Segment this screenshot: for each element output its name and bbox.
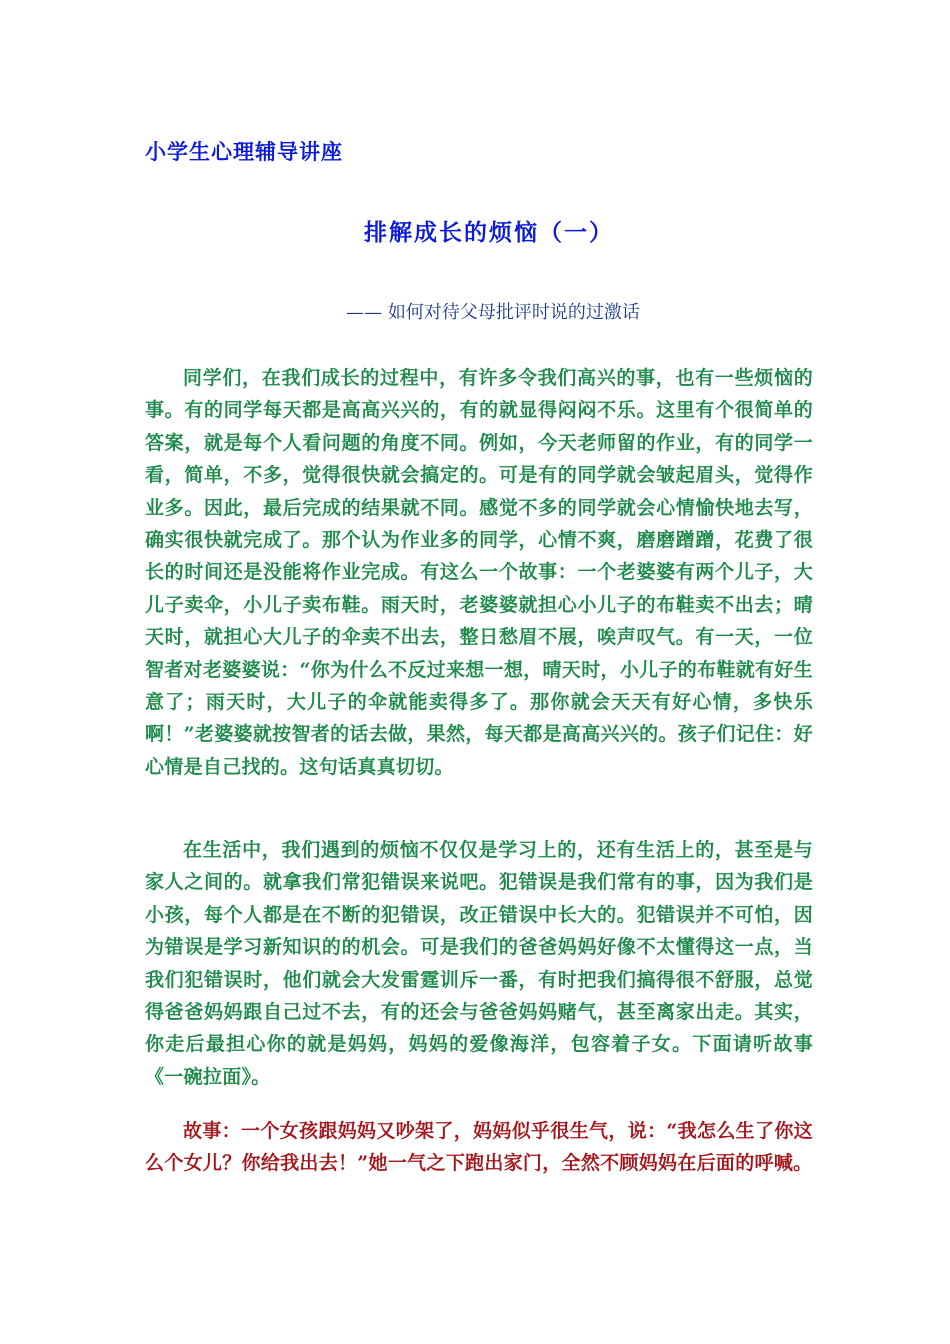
subtitle-text: —— 如何对待父母批评时说的过激话	[346, 302, 640, 323]
body-paragraph-1: 同学们，在我们成长的过程中，有许多令我们高兴的事，也有一些烦恼的事。有的同学每天都是高高兴兴的，有的就显得闷闷不乐。这里有个很简单的答案，就是每个人看问题的角度不同。例如，今天老师留的作业，有的同学一看，简单，不多，觉得很快就会搞定的。可是有的同学就会皱起眉头，觉得作业多。因此，最后完成的结果就不同。感觉不多的同学就会心情愉快地去写，确实很快就完成了。那个认为作业多的同学，心情不爽，磨磨蹭蹭，花费了很长的时间还是没能将作业完成。有这么一个故事：一个老婆婆有两个儿子，大儿子卖伞，小儿子卖布鞋。雨天时，老婆婆就担心小儿子的布鞋卖不出去；晴天时，就担心大儿子的伞卖不出去，整日愁眉不展，唉声叹气。有一天，一位智者对老婆婆说：“你为什么不反过来想一想，晴天时，小儿子的布鞋就有好生意了；雨天时，大儿子的伞就能卖得多了。那你就会天天有好心情，多快乐啊！”老婆婆就按智者的话去做，果然，每天都是高高兴兴的。孩子们记住：好心情是自己找的。这句话真真切切。	[145, 367, 813, 778]
main-title	[0, 214, 950, 247]
body-paragraph-2: 在生活中，我们遇到的烦恼不仅仅是学习上的，还有生活上的，甚至是与家人之间的。就拿我们常犯错误来说吧。犯错误是我们常有的事，因为我们是小孩，每个人都是在不断的犯错误，改正错误中长大的。犯错误并不可怕，因为错误是学习新知识的的机会。可是我们的爸爸妈妈好像不太懂得这一点，当我们犯错误时，他们就会大发雷霆训斥一番，有时把我们搞得很不舒服，总觉得爸爸妈妈跟自己过不去，有的还会与爸爸妈妈赌气，甚至离家出走。其实，你走后最担心你的就是妈妈，妈妈的爱像海洋，包容着子女。下面请听故事《一碗拉面》。	[145, 839, 813, 1088]
main-title-text: 排解成长的烦恼（一）	[364, 219, 614, 246]
subtitle	[0, 298, 950, 324]
series-title: 小学生心理辅导讲座	[145, 139, 343, 164]
story-paragraph: 故事：一个女孩跟妈妈又吵架了，妈妈似乎很生气，说：“我怎么生了你这么个女儿？你给我出去！”她一气之下跑出家门，全然不顾妈妈在后面的呼喊。	[145, 1120, 813, 1175]
